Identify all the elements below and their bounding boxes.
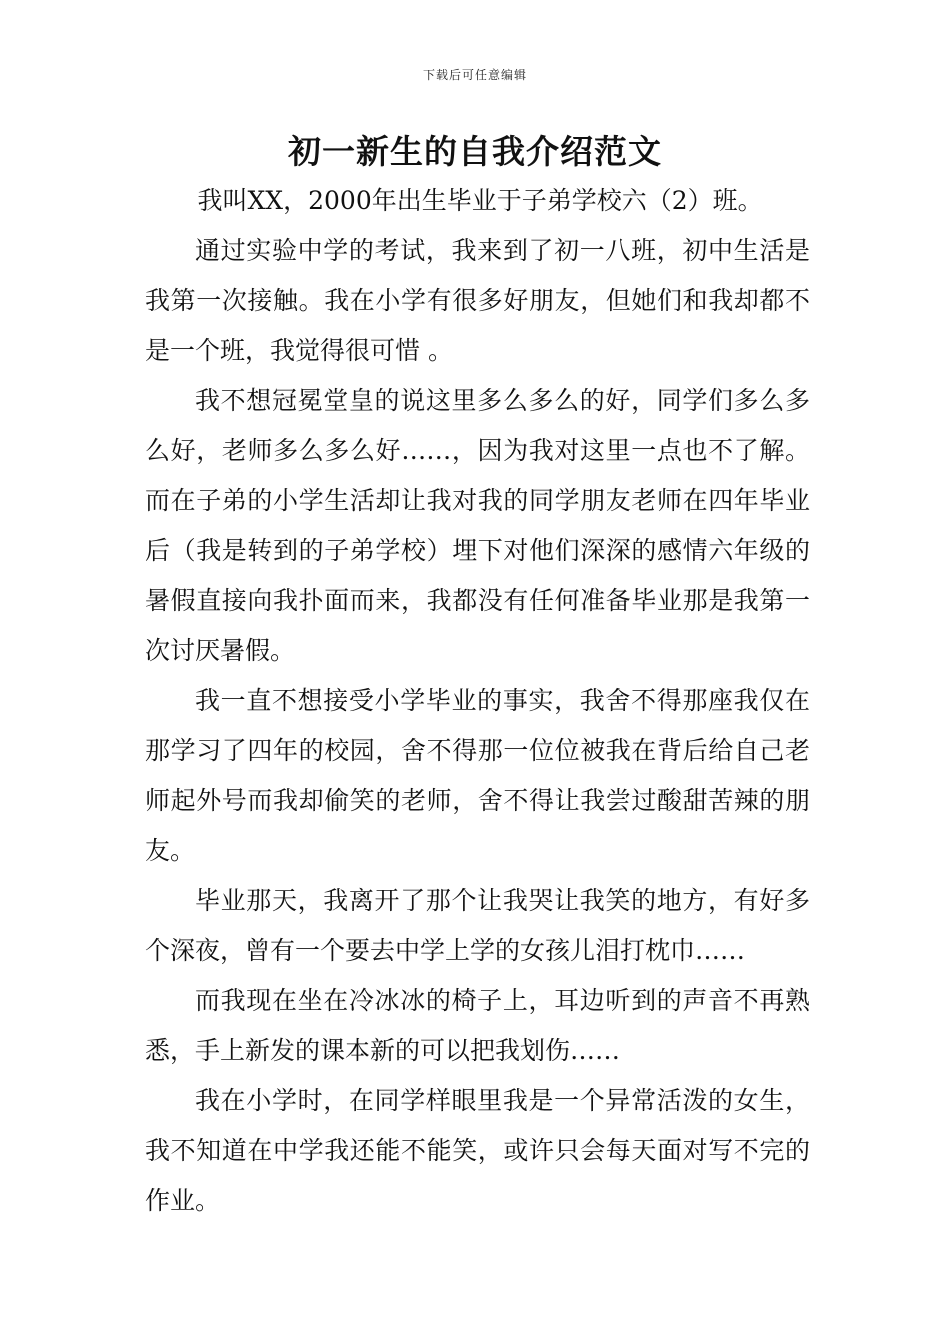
document-body <box>145 176 810 1226</box>
paragraph-2: 通过实验中学的考试，我来到了初一八班，初中生活是我第一次接触。我在小学有很多好朋友，但她们和我却都不是一个班，我觉得很可惜 。 <box>145 236 810 365</box>
page-header-note: 下载后可任意编辑 <box>422 68 527 82</box>
paragraph-7: 我在小学时，在同学样眼里我是一个异常活泼的女生，我不知道在中学我还能不能笑，或许只会每天面对写不完的作业。 <box>145 1086 810 1215</box>
paragraph-3: 我不想冠冕堂皇的说这里多么多么的好，同学们多么多么好，老师多么多么好……，因为我对这里一点也不了解。而在子弟的小学生活却让我对我的同学朋友老师在四年毕业后（我是转到的子弟学校）埋下对他们深深的感情六年级的暑假直接向我扑面而来，我都没有任何准备毕业那是我第一次讨厌暑假。 <box>145 386 810 665</box>
paragraph-4: 我一直不想接受小学毕业的事实，我舍不得那座我仅在那学习了四年的校园，舍不得那一位位被我在背后给自己老师起外号而我却偷笑的老师，舍不得让我尝过酸甜苦辣的朋友。 <box>145 686 810 865</box>
paragraph-intro: 我叫XX，2000年出生毕业于子弟学校六（2）班。 <box>197 186 763 215</box>
paragraph-6: 而我现在坐在冷冰冰的椅子上，耳边听到的声音不再熟悉，手上新发的课本新的可以把我划伤…… <box>145 986 810 1065</box>
document-title: 初一新生的自我介绍范文 <box>288 132 662 171</box>
paragraph-5: 毕业那天，我离开了那个让我哭让我笑的地方，有好多个深夜，曾有一个要去中学上学的女孩儿泪打枕巾…… <box>145 886 810 965</box>
